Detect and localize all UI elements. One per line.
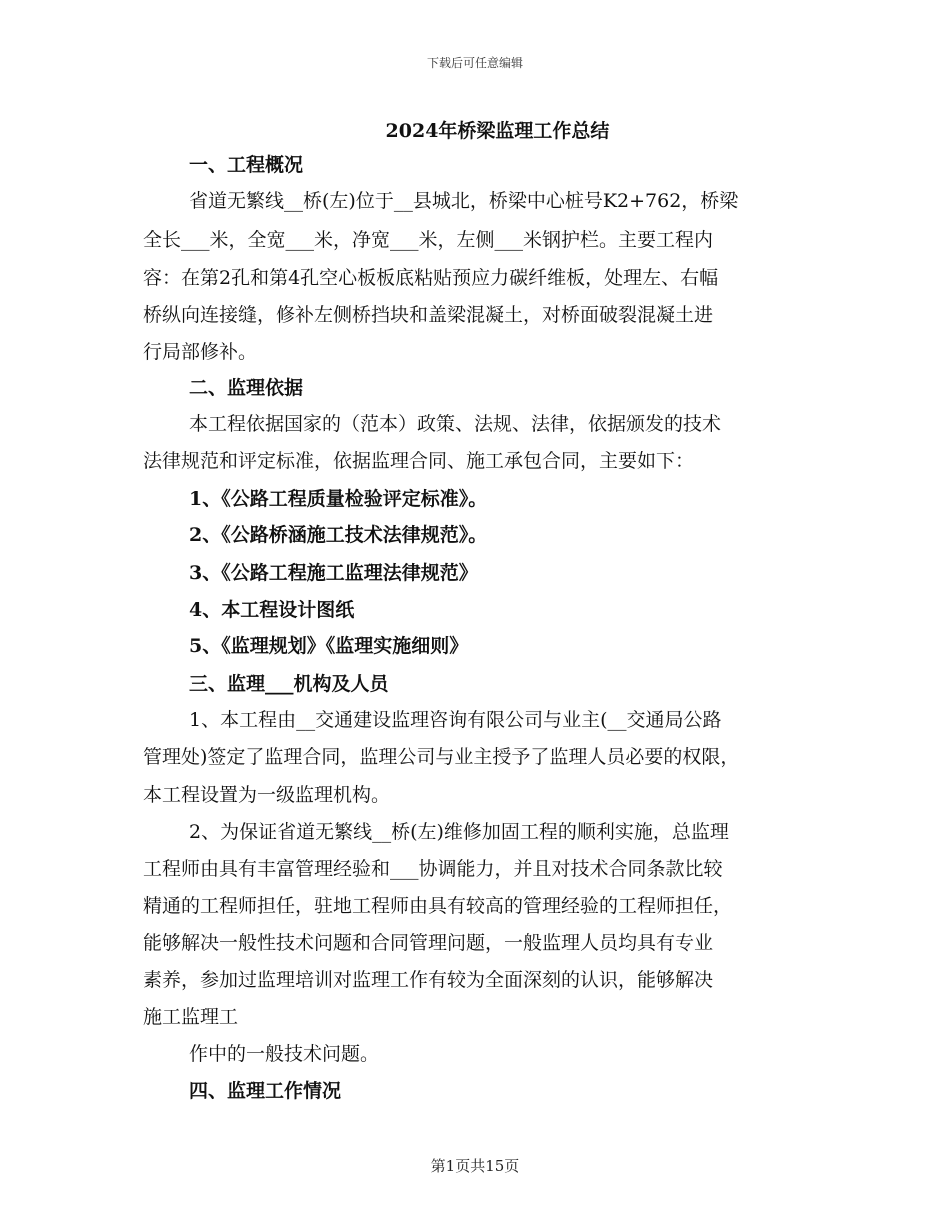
paragraph-line: 本工程依据国家的（范本）政策、法规、法律，依据颁发的技术 — [189, 413, 722, 435]
section-heading-4: 四、监理工作情况 — [189, 1080, 342, 1102]
document-title: 2024年桥梁监理工作总结 — [385, 120, 610, 142]
section-heading-2: 二、监理依据 — [189, 377, 304, 399]
section-heading-3: 三、监理___机构及人员 — [189, 673, 389, 695]
list-item: 4、本工程设计图纸 — [189, 599, 355, 621]
list-item: 3、《公路工程施工监理法律规范》 — [189, 562, 478, 584]
paragraph-line: 桥纵向连接缝，修补左侧桥挡块和盖梁混凝土，对桥面破裂混凝土进 — [143, 304, 714, 326]
list-item: 2、《公路桥涵施工技术法律规范》。 — [189, 524, 488, 546]
paragraph-line: 素养，参加过监理培训对监理工作有较为全面深刻的认识，能够解决 — [143, 969, 714, 991]
paragraph-line: 2、为保证省道无繁线__桥(左)维修加固工程的顺利实施，总监理 — [189, 821, 729, 843]
paragraph-line: 全长___米，全宽___米，净宽___米，左侧___米钢护栏。主要工程内 — [143, 229, 714, 251]
header-note: 下载后可任意编辑 — [426, 56, 523, 70]
paragraph-line: 1、本工程由__交通建设监理咨询有限公司与业主(__交通局公路 — [189, 709, 722, 731]
list-item: 5、《监理规划》《监理实施细则》 — [189, 635, 469, 657]
paragraph-line: 法律规范和评定标准，依据监理合同、施工承包合同，主要如下： — [143, 450, 695, 472]
paragraph-line: 作中的一般技术问题。 — [189, 1043, 380, 1065]
paragraph-line: 省道无繁线__桥(左)位于__县城北，桥梁中心桩号K2+762，桥梁 — [189, 190, 739, 212]
paragraph-line: 施工监理工 — [143, 1006, 239, 1028]
list-item: 1、《公路工程质量检验评定标准》。 — [189, 488, 488, 510]
paragraph-line: 精通的工程师担任，驻地工程师由具有较高的管理经验的工程师担任， — [143, 895, 733, 917]
paragraph-line: 本工程设置为一级监理机构。 — [143, 784, 391, 806]
paragraph-line: 行局部修补。 — [143, 341, 258, 363]
paragraph-line: 管理处)签定了监理合同，监理公司与业主授予了监理人员必要的权限， — [143, 746, 740, 768]
page-footer: 第1页共15页 — [430, 1157, 520, 1175]
paragraph-line: 工程师由具有丰富管理经验和___协调能力，并且对技术合同条款比较 — [143, 858, 723, 880]
paragraph-line: 容：在第2孔和第4孔空心板板底粘贴预应力碳纤维板，处理左、右幅 — [143, 267, 719, 289]
section-heading-1: 一、工程概况 — [189, 154, 304, 176]
paragraph-line: 能够解决一般性技术问题和合同管理问题，一般监理人员均具有专业 — [143, 932, 714, 954]
